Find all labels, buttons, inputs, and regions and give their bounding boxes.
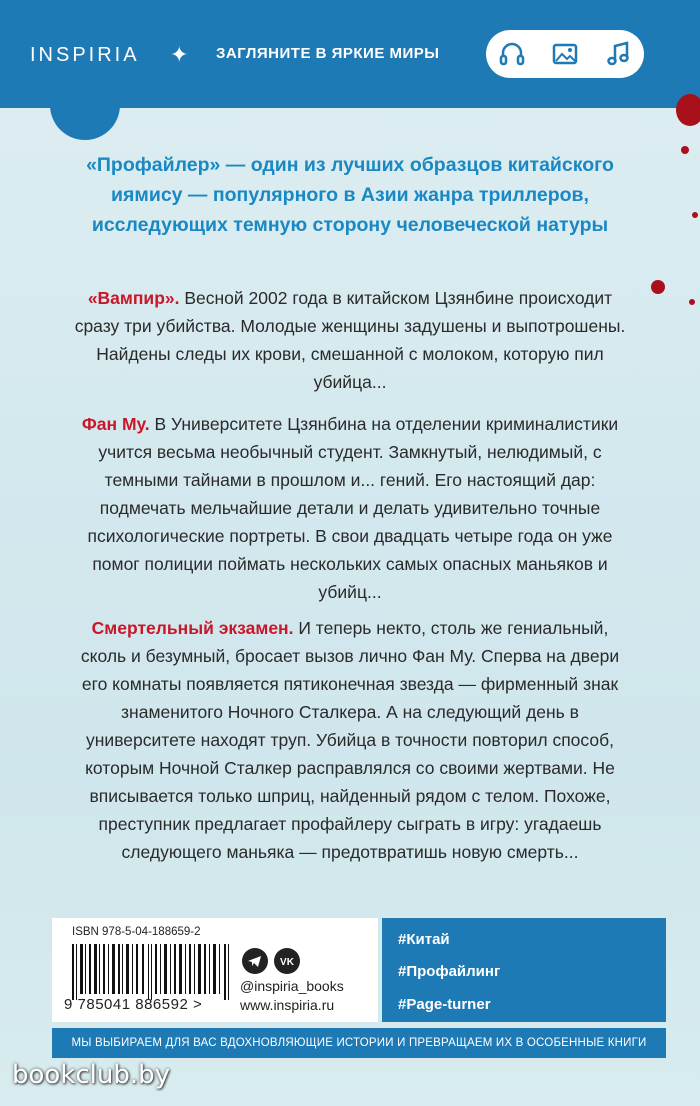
header-notch (50, 0, 120, 140)
paragraph-deadly-exam (70, 614, 630, 866)
paragraph-vampire (70, 284, 630, 396)
image-icon (550, 39, 580, 69)
music-note-icon (603, 39, 633, 69)
paragraph-keyword: Смертельный экзамен. (91, 618, 294, 638)
social-handle[interactable]: @inspiria_books (240, 978, 344, 994)
watermark: bookclub.by (12, 1060, 171, 1090)
svg-text:VK: VK (280, 957, 294, 968)
vk-icon[interactable] (274, 948, 300, 974)
barcode-image (72, 944, 230, 1000)
publisher-motto: МЫ ВЫБИРАЕМ ДЛЯ ВАС ВДОХНОВЛЯЮЩИЕ ИСТОРИИ И ПРЕВРАЩАЕМ ИХ В ОСОБЕННЫЕ КНИГИ (52, 1028, 666, 1058)
paragraph-keyword: «Вампир». (87, 288, 180, 308)
isbn-text: ISBN 978-5-04-188659-2 (72, 926, 201, 938)
paragraph-text: И теперь некто, столь же гениальный, сколь и безумный, бросает вызов лично Фан Му. Сперва на двери его комнаты появляется пятиконечная звезда — фирменный знак знаменитого Ночного Сталкера. А на следующий день в университете находят труп. Убийца в точности повторил способ, которым Ночной Сталкер расправлялся со своими жертвами. Не вписывается только шприц, найденный рядом с телом. Похоже, преступник предлагает профайлеру сыграть в игру: угадаешь следующего маньяка — предотвратишь новую смерть... (80, 618, 620, 862)
brand-logo: INSPIRIA (30, 44, 140, 66)
tag-china: #Китай (398, 931, 450, 948)
tag-page-turner: #Page-turner (398, 996, 491, 1013)
paragraph-keyword: Фан Му. (81, 414, 150, 434)
paragraph-text: Весной 2002 года в китайском Цзянбине происходит сразу три убийства. Молодые женщины задушены и выпотрошены. Найдены следы их крови, смешанной с молоком, которую пил убийца... (74, 288, 626, 392)
header-slogan: ЗАГЛЯНИТЕ В ЯРКИЕ МИРЫ (216, 45, 440, 62)
barcode-digits: 9 785041 886592 > (64, 996, 203, 1013)
telegram-icon[interactable] (242, 948, 268, 974)
media-icons-pill (486, 30, 644, 78)
blood-splatter-decoration (640, 90, 700, 310)
separator-star-icon: ✦ (170, 42, 189, 67)
website-link[interactable]: www.inspiria.ru (240, 997, 335, 1013)
paragraph-text: В Университете Цзянбина на отделении криминалистики учится весьма необычный студент. Замкнутый, нелюдимый, с темными тайнами в прошлом и... гений. Его настоящий дар: подмечать мельчайшие детали и делать удивительно точные психологические портреты. В свои двадцать четыре года он уже помог полиции поймать нескольких самых опасных маньяков и убийц... (87, 414, 619, 602)
paragraph-fan-mu (70, 410, 630, 606)
lead-tagline: «Профайлер» — один из лучших образцов китайского иямису — популярного в Азии жанра триллеров, исследующих темную сторону человеческой натуры (86, 154, 614, 236)
headphones-icon (497, 39, 527, 69)
tag-profiling: #Профайлинг (398, 963, 501, 980)
